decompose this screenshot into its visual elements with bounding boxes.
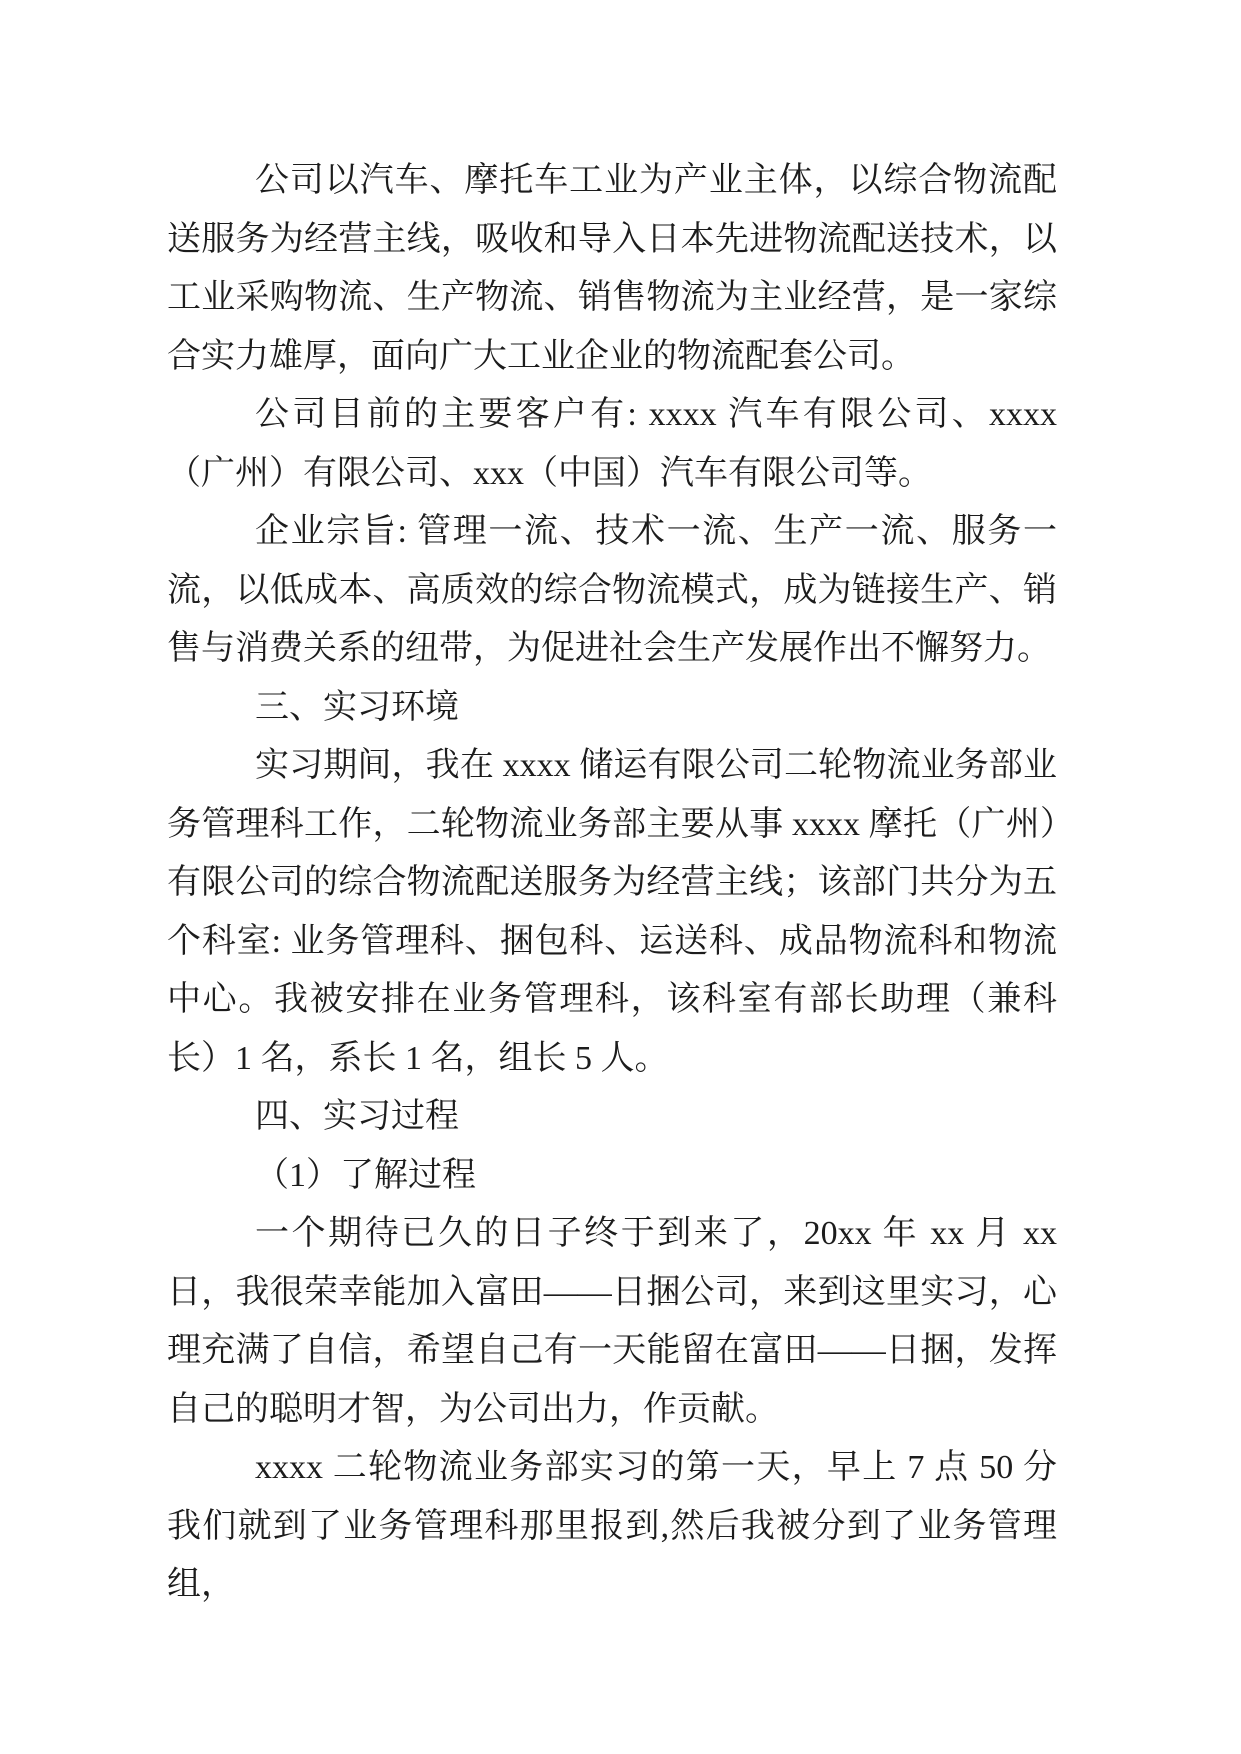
para-internship-environment: 实习期间，我在 xxxx 储运有限公司二轮物流业务部业务管理科工作，二轮物流业务部主要从事 xxxx 摩托（广州）有限公司的综合物流配送服务为经营主线；该部门共分为五个科室: 业务管理科、捆包科、运送科、成品物流科和物流中心。我被安排在业务管理科，该科室有部长助理（兼科长）1 名，系长 1 名，组长 5 人。 xyxy=(167,747,1057,1077)
document-body xyxy=(167,152,1057,1615)
para-main-customers: 公司目前的主要客户有: xxxx 汽车有限公司、xxxx（广州）有限公司、xxx（中国）汽车有限公司等。 xyxy=(167,396,1057,492)
heading-section-four-internship-process: 四、实习过程 xyxy=(255,1098,459,1135)
para-company-mission: 企业宗旨: 管理一流、技术一流、生产一流、服务一流，以低成本、高质效的综合物流模式，成为链接生产、销售与消费关系的纽带，为促进社会生产发展作出不懈努力。 xyxy=(167,513,1057,667)
para-first-day-report: xxxx 二轮物流业务部实习的第一天，早上 7 点 50 分我们就到了业务管理科那里报到,然后我被分到了业务管理组， xyxy=(167,1449,1057,1603)
subheading-understanding-process: （1）了解过程 xyxy=(255,1156,476,1194)
para-company-overview: 公司以汽车、摩托车工业为产业主体，以综合物流配送服务为经营主线，吸收和导入日本先进物流配送技术，以工业采购物流、生产物流、销售物流为主业经营，是一家综合实力雄厚，面向广大工业企业的物流配套公司。 xyxy=(167,162,1057,375)
heading-section-three-internship-environment: 三、实习环境 xyxy=(255,688,459,726)
para-joining-company: 一个期待已久的日子终于到来了，20xx 年 xx 月 xx 日，我很荣幸能加入富田——日捆公司，来到这里实习，心理充满了自信，希望自己有一天能留在富田——日捆，发挥自己的聪明才智，为公司出力，作贡献。 xyxy=(167,1215,1057,1428)
